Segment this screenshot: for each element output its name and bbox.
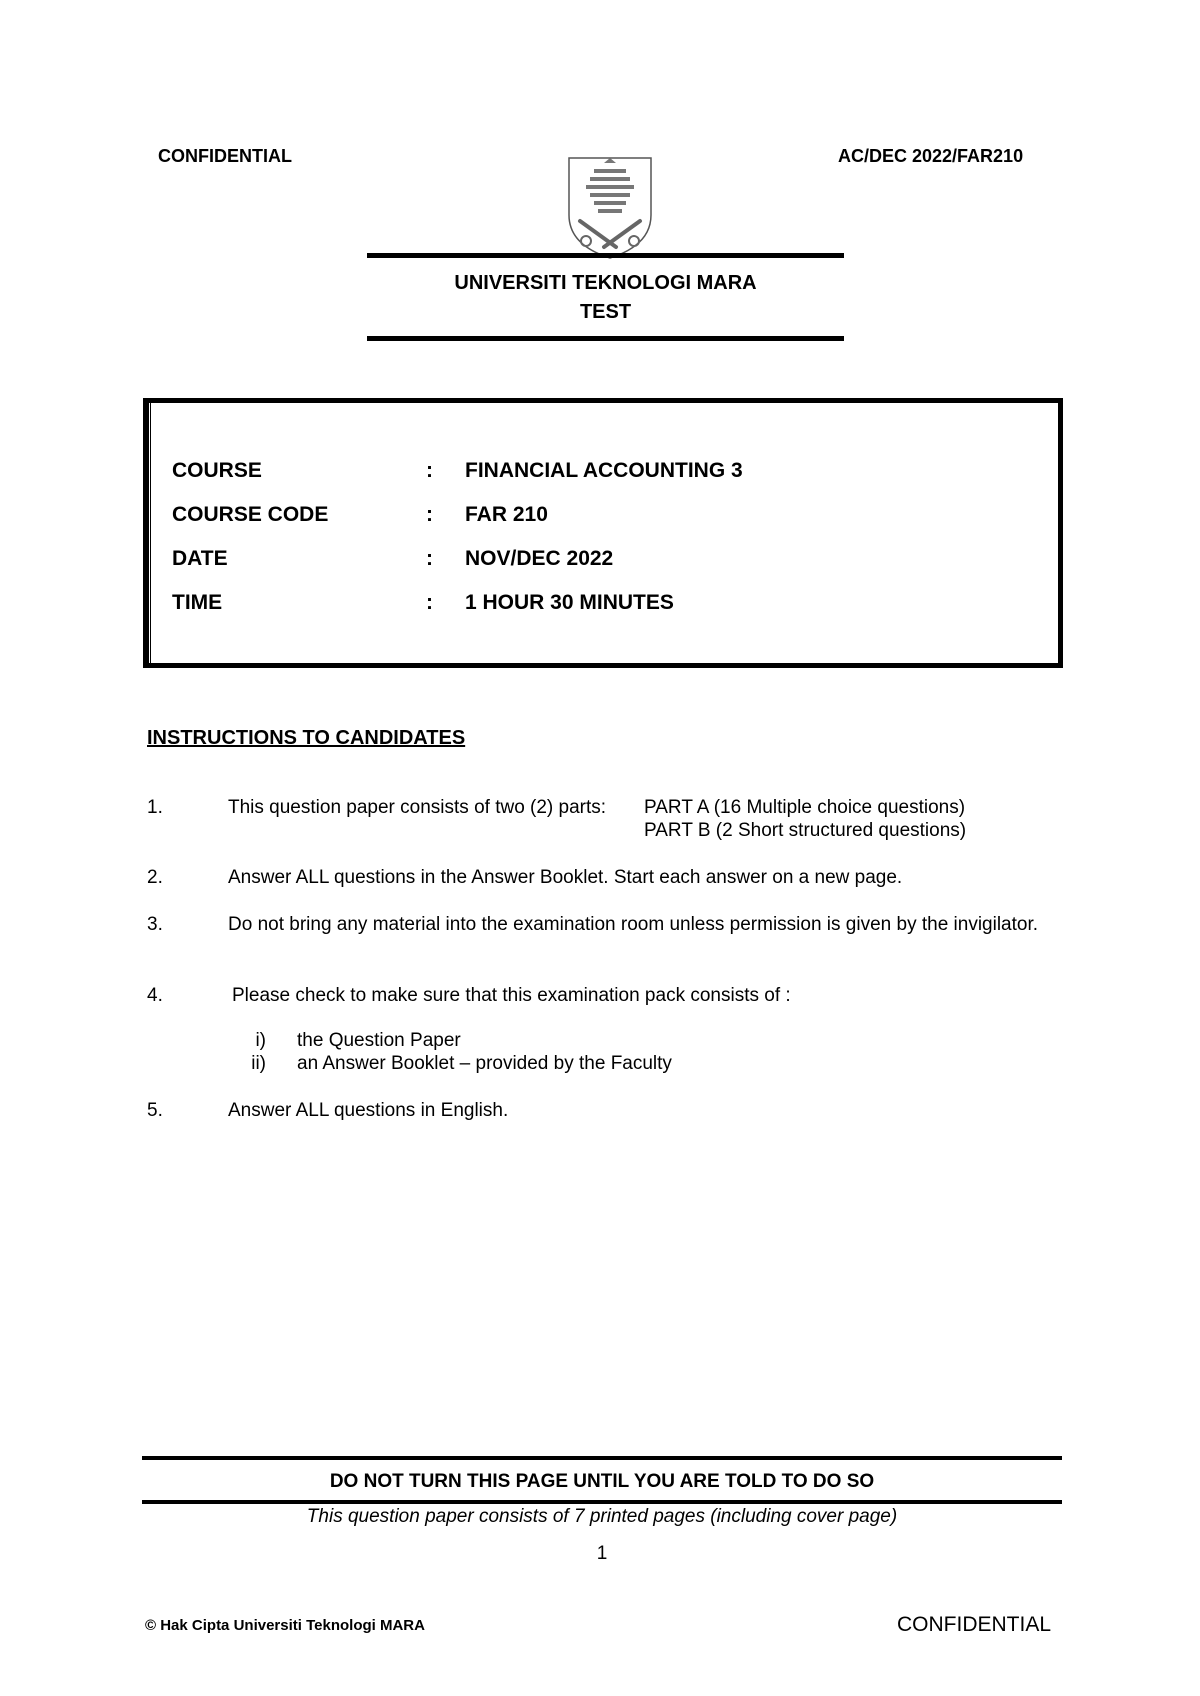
info-label: COURSE CODE	[172, 503, 329, 526]
footer-rule-top	[142, 1456, 1062, 1460]
sub-item-number: ii)	[251, 1053, 266, 1074]
course-info-box	[143, 398, 1063, 668]
list-item-number: 2.	[147, 867, 163, 888]
info-value: NOV/DEC 2022	[465, 547, 614, 570]
list-item-text: Do not bring any material into the examination room unless permission is given by the invigilator.	[228, 914, 1039, 935]
info-value: FAR 210	[465, 503, 548, 526]
info-label: TIME	[172, 591, 223, 614]
list-item-text: Please check to make sure that this examination pack consists of :	[232, 985, 791, 1006]
list-item-number: 3.	[147, 914, 163, 935]
list-item-text: This question paper consists of two (2) parts:	[228, 797, 607, 818]
sub-item-number: i)	[255, 1030, 266, 1051]
part-b-description: PART B (2 Short structured questions)	[644, 820, 967, 841]
info-value: 1 HOUR 30 MINUTES	[465, 591, 674, 614]
part-a-description: PART A (16 Multiple choice questions)	[644, 797, 966, 818]
list-item-number: 5.	[147, 1100, 163, 1121]
document-type: TEST	[579, 301, 632, 323]
do-not-turn-warning: DO NOT TURN THIS PAGE UNTIL YOU ARE TOLD TO DO SO	[329, 1471, 875, 1492]
list-item-number: 1.	[147, 797, 163, 818]
footer-confidential: CONFIDENTIAL	[897, 1613, 1052, 1636]
title-rule-bottom	[367, 336, 844, 341]
university-crest-icon	[566, 155, 654, 260]
header-reference-code: AC/DEC 2022/FAR210	[838, 146, 1024, 166]
info-value: FINANCIAL ACCOUNTING 3	[465, 459, 743, 482]
info-separator: :	[426, 547, 433, 570]
instructions-heading: INSTRUCTIONS TO CANDIDATES	[147, 727, 466, 749]
info-label: DATE	[172, 547, 228, 570]
sub-item-text: the Question Paper	[297, 1030, 461, 1051]
page-number: 1	[596, 1543, 608, 1564]
footer-rule-bottom	[142, 1500, 1062, 1504]
info-label: COURSE	[172, 459, 262, 482]
list-item-number: 4.	[147, 985, 163, 1006]
info-separator: :	[426, 591, 433, 614]
info-separator: :	[426, 459, 433, 482]
list-item-text: Answer ALL questions in the Answer Booklet. Start each answer on a new page.	[228, 867, 903, 888]
sub-item-text: an Answer Booklet – provided by the Faculty	[297, 1053, 672, 1074]
university-name: UNIVERSITI TEKNOLOGI MARA	[454, 272, 757, 294]
list-item-text: Answer ALL questions in English.	[228, 1100, 509, 1121]
copyright-notice: © Hak Cipta Universiti Teknologi MARA	[145, 1617, 425, 1634]
title-rule-top	[367, 253, 844, 258]
info-separator: :	[426, 503, 433, 526]
header-confidential: CONFIDENTIAL	[158, 146, 292, 166]
pages-note: This question paper consists of 7 printed pages (including cover page)	[306, 1506, 898, 1527]
